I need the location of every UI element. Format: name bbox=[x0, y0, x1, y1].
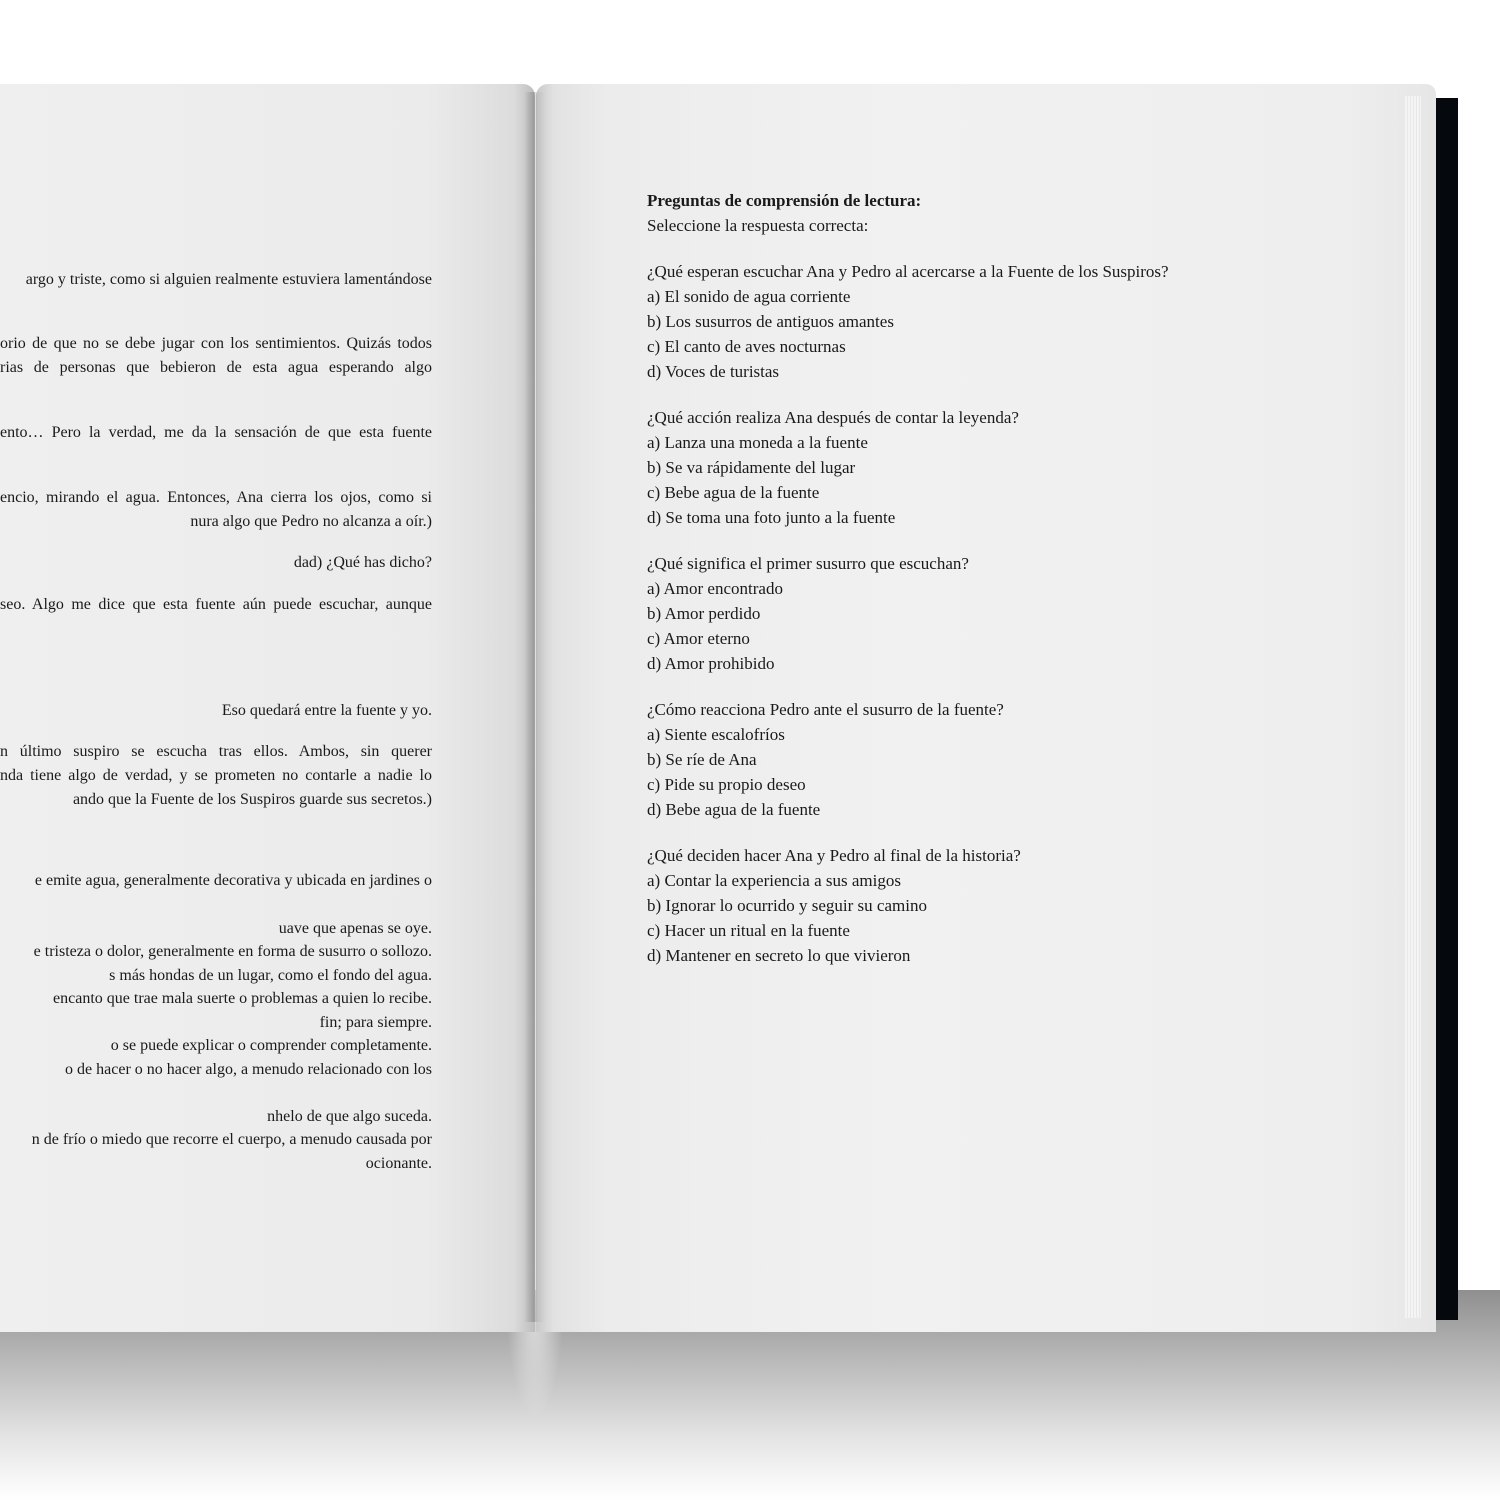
answer-option: c) Hacer un ritual en la fuente bbox=[647, 921, 850, 940]
question-block bbox=[647, 697, 1367, 822]
text-line: argo y triste, como si alguien realmente estuviera lamentándose bbox=[25, 271, 432, 288]
answer-option: c) Amor eterno bbox=[647, 629, 750, 648]
left-page bbox=[0, 84, 535, 1332]
text-line: encio, mirando el agua. Entonces, Ana cierra los ojos, como si bbox=[0, 489, 432, 506]
question-block bbox=[647, 551, 1367, 676]
answer-option: d) Mantener en secreto lo que vivieron bbox=[647, 946, 911, 965]
text-line: n último suspiro se escucha tras ellos. Ambos, sin querer bbox=[0, 743, 432, 760]
question-text: ¿Qué acción realiza Ana después de contar la leyenda? bbox=[647, 408, 1019, 427]
question-block bbox=[647, 405, 1367, 530]
text-line: e tristeza o dolor, generalmente en forma de susurro o sollozo. bbox=[33, 943, 432, 960]
answer-option: a) El sonido de agua corriente bbox=[647, 287, 851, 306]
questions-instruction: Seleccione la respuesta correcta: bbox=[647, 216, 869, 235]
text-line: ocionante. bbox=[365, 1155, 432, 1172]
text-line: nhelo de que algo suceda. bbox=[267, 1108, 432, 1125]
text-line: s más hondas de un lugar, como el fondo del agua. bbox=[109, 967, 432, 984]
answer-option: b) Amor perdido bbox=[647, 604, 761, 623]
text-line: seo. Algo me dice que esta fuente aún puede escuchar, aunque bbox=[0, 596, 432, 613]
text-line: o de hacer o no hacer algo, a menudo relacionado con los bbox=[65, 1061, 432, 1078]
text-line: e emite agua, generalmente decorativa y ubicada en jardines o bbox=[34, 872, 432, 889]
text-line: nura algo que Pedro no alcanza a oír.) bbox=[190, 513, 432, 530]
text-line: Eso quedará entre la fuente y yo. bbox=[221, 702, 432, 719]
text-line: o se puede explicar o comprender completamente. bbox=[110, 1037, 432, 1054]
page-edges bbox=[1405, 96, 1421, 1318]
answer-option: b) Se ríe de Ana bbox=[647, 750, 757, 769]
answer-option: c) Pide su propio deseo bbox=[647, 775, 806, 794]
answer-option: a) Siente escalofríos bbox=[647, 725, 785, 744]
question-text: ¿Qué significa el primer susurro que escuchan? bbox=[647, 554, 969, 573]
answer-option: a) Contar la experiencia a sus amigos bbox=[647, 871, 901, 890]
text-line: orio de que no se debe jugar con los sentimientos. Quizás todos bbox=[0, 335, 432, 352]
answer-option: b) Ignorar lo ocurrido y seguir su camino bbox=[647, 896, 927, 915]
book-gutter bbox=[524, 92, 546, 1322]
text-line: rias de personas que bebieron de esta agua esperando algo bbox=[0, 359, 432, 376]
text-line: fin; para siempre. bbox=[319, 1014, 432, 1031]
text-line: nda tiene algo de verdad, y se prometen no contarle a nadie lo bbox=[0, 767, 432, 784]
answer-option: a) Lanza una moneda a la fuente bbox=[647, 433, 868, 452]
answer-option: d) Amor prohibido bbox=[647, 654, 775, 673]
text-line: uave que apenas se oye. bbox=[278, 920, 432, 937]
question-block bbox=[647, 259, 1367, 384]
answer-option: c) El canto de aves nocturnas bbox=[647, 337, 846, 356]
text-line: n de frío o miedo que recorre el cuerpo, a menudo causada por bbox=[31, 1131, 432, 1148]
comprehension-questions bbox=[647, 188, 1367, 968]
question-text: ¿Cómo reacciona Pedro ante el susurro de la fuente? bbox=[647, 700, 1004, 719]
questions-heading: Preguntas de comprensión de lectura: bbox=[647, 191, 922, 210]
text-line: encanto que trae mala suerte o problemas a quien lo recibe. bbox=[53, 990, 432, 1007]
answer-option: a) Amor encontrado bbox=[647, 579, 783, 598]
text-line: ando que la Fuente de los Suspiros guarde sus secretos.) bbox=[72, 791, 432, 808]
question-block bbox=[647, 843, 1367, 968]
text-line: ento… Pero la verdad, me da la sensación de que esta fuente bbox=[0, 424, 432, 441]
answer-option: b) Se va rápidamente del lugar bbox=[647, 458, 856, 477]
answer-option: d) Voces de turistas bbox=[647, 362, 780, 381]
question-text: ¿Qué esperan escuchar Ana y Pedro al acercarse a la Fuente de los Suspiros? bbox=[647, 262, 1169, 281]
answer-option: b) Los susurros de antiguos amantes bbox=[647, 312, 894, 331]
text-line: dad) ¿Qué has dicho? bbox=[293, 554, 432, 571]
question-text: ¿Qué deciden hacer Ana y Pedro al final de la historia? bbox=[647, 846, 1021, 865]
answer-option: d) Se toma una foto junto a la fuente bbox=[647, 508, 896, 527]
answer-option: c) Bebe agua de la fuente bbox=[647, 483, 820, 502]
answer-option: d) Bebe agua de la fuente bbox=[647, 800, 821, 819]
